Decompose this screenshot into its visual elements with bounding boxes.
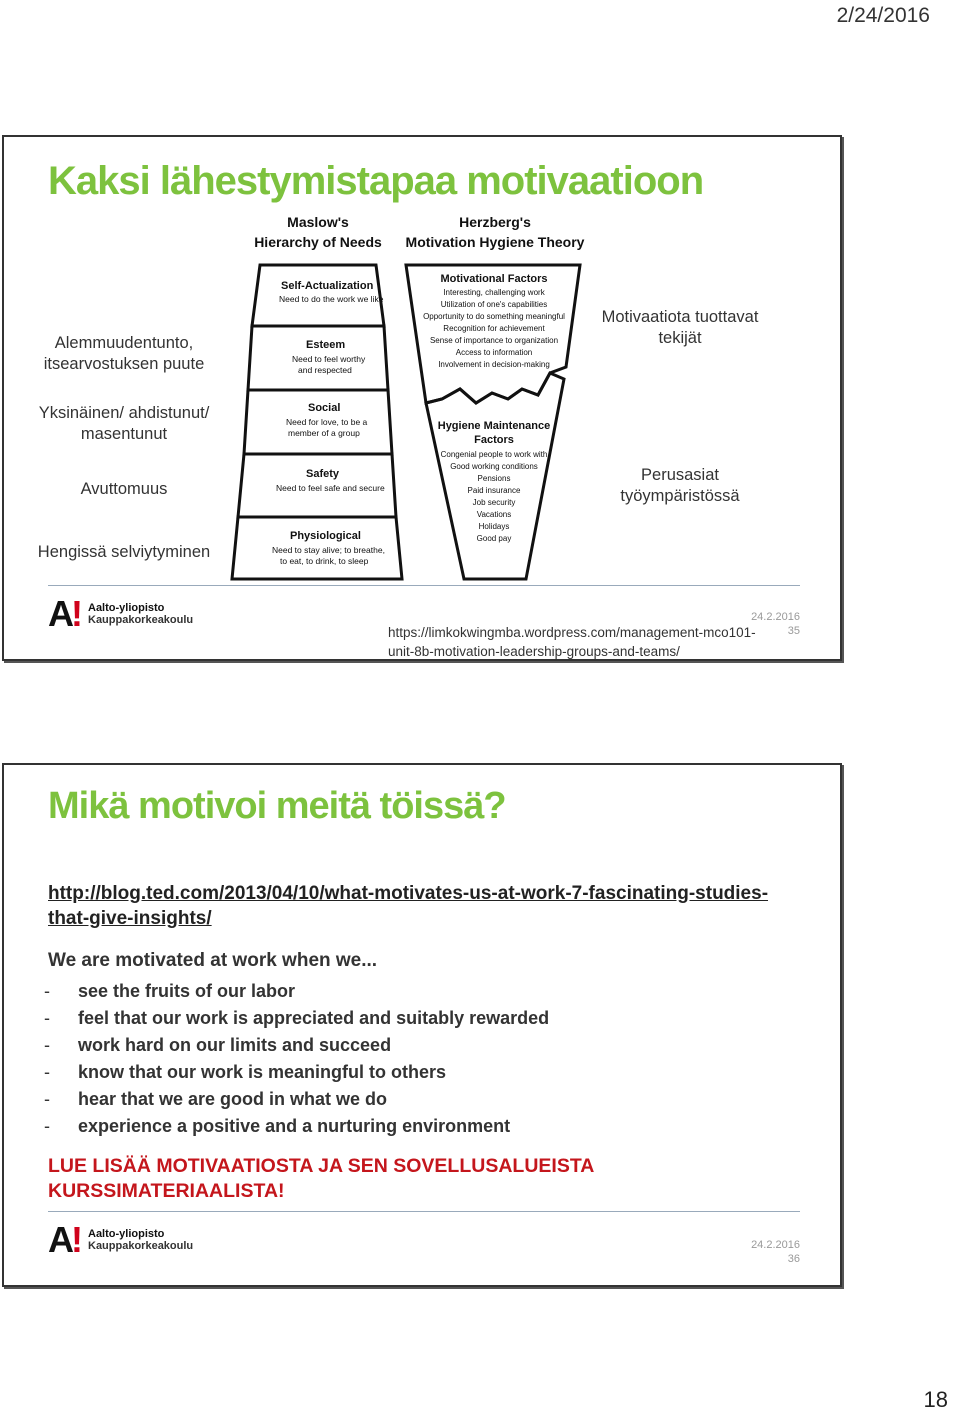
slide-title: Mikä motivoi meitä töissä? [48, 785, 506, 827]
slide-date: 24.2.2016 [751, 1239, 800, 1251]
read-more-callout: LUE LISÄÄ MOTIVAATIOSTA JA SEN SOVELLUSALUEISTA KURSSIMATERIAALISTA! [48, 1155, 594, 1202]
maslow-name-0: Self-Actualization [281, 280, 374, 292]
aalto-logo [48, 593, 194, 634]
list-item: - see the fruits of our labor [44, 981, 296, 1001]
motivation-list [44, 978, 549, 1140]
right-label-hygiene: Perusasiat työympäristössä [620, 466, 740, 505]
motivational-factors-title: Motivational Factors [440, 273, 548, 285]
footer-rule [48, 1211, 800, 1212]
maslow-desc-3-0: Need to feel safe and secure [276, 483, 385, 493]
left-label-physiological: Hengissä selviytyminen [37, 543, 211, 561]
aalto-logo-mark: A! [48, 1219, 80, 1260]
maslow-desc-2-0: Need for love, to be a [286, 417, 368, 427]
maslow-herzberg-diagram [226, 207, 586, 583]
slide-date: 24.2.2016 [751, 611, 800, 623]
motivational-item-4: Sense of importance to organization [429, 336, 559, 345]
left-label-social: Yksinäinen/ ahdistunut/ masentunut [38, 404, 210, 443]
list-item: - feel that our work is appreciated and suitably rewarded [44, 1008, 550, 1028]
motivational-item-2: Opportunity to do something meaningful [423, 312, 565, 321]
right-label-motivators: Motivaatiota tuottavat tekijät [601, 308, 759, 347]
maslow-heading-line2: Hierarchy of Needs [254, 234, 382, 250]
list-item: - experience a positive and a nurturing environment [44, 1116, 511, 1136]
maslow-desc-2-1: member of a group [288, 428, 360, 438]
maslow-desc-4-0: Need to stay alive; to breathe, [272, 545, 385, 555]
slide-35 [2, 135, 842, 661]
hygiene-item-1: Good working conditions [450, 462, 538, 471]
ted-blog-link[interactable]: http://blog.ted.com/2013/04/10/what-motivates-us-at-work-7-fascinating-studies-that-give-insights/ [48, 883, 769, 929]
left-label-esteem: Alemmuudentunto, itsearvostuksen puute [43, 334, 205, 373]
motivational-item-6: Involvement in decision-making [438, 360, 550, 369]
slide-number: 35 [787, 625, 800, 637]
maslow-name-2: Social [308, 402, 341, 414]
motivational-item-5: Access to information [455, 348, 533, 357]
hygiene-item-0: Congenial people to work with [440, 450, 548, 459]
herzberg-motivators-block [406, 265, 580, 403]
maslow-heading-line1: Maslow's [287, 214, 349, 230]
maslow-desc-0-0: Need to do the work we like [279, 294, 384, 304]
motivational-item-3: Recognition for achievement [443, 324, 545, 333]
herzberg-heading-line1: Herzberg's [459, 214, 531, 230]
maslow-name-3: Safety [306, 468, 340, 480]
maslow-name-1: Esteem [306, 339, 346, 351]
slide-title: Kaksi lähestymistapaa motivaatioon [48, 159, 704, 203]
hygiene-item-2: Pensions [477, 474, 511, 483]
source-url[interactable]: https://limkokwingmba.wordpress.com/management-mco101-unit-8b-motivation-leadership-groups-and-teams/ [388, 625, 756, 659]
hygiene-item-5: Vacations [476, 510, 512, 519]
footer-rule [48, 585, 800, 586]
hygiene-item-3: Paid insurance [467, 486, 521, 495]
logo-line1: Aalto-yliopisto [88, 1228, 165, 1240]
hygiene-title-line1: Hygiene Maintenance [437, 420, 551, 432]
left-label-safety: Avuttomuus [80, 480, 168, 498]
aalto-logo [48, 1219, 194, 1260]
list-item: - know that our work is meaningful to others [44, 1062, 447, 1082]
hygiene-item-4: Job security [472, 498, 516, 507]
page-number: 18 [923, 1387, 948, 1412]
maslow-name-4: Physiological [290, 530, 361, 542]
slide-36 [2, 763, 842, 1287]
aalto-logo-mark: A! [48, 593, 80, 634]
list-item: - work hard on our limits and succeed [44, 1035, 392, 1055]
lead-text: We are motivated at work when we... [48, 950, 378, 971]
maslow-desc-1-1: and respected [298, 365, 352, 375]
page-date: 2/24/2016 [836, 4, 930, 27]
logo-line2: Kauppakorkeakoulu [88, 1240, 194, 1252]
hygiene-title-line2: Factors [474, 434, 514, 446]
logo-line1: Aalto-yliopisto [88, 602, 165, 614]
maslow-desc-1-0: Need to feel worthy [292, 354, 366, 364]
hygiene-item-7: Good pay [476, 534, 512, 543]
motivational-item-0: Interesting, challenging work [443, 288, 545, 297]
list-item: - hear that we are good in what we do [44, 1089, 388, 1109]
slide-number: 36 [787, 1253, 800, 1265]
maslow-desc-4-1: to eat, to drink, to sleep [280, 556, 369, 566]
herzberg-heading-line2: Motivation Hygiene Theory [405, 234, 585, 250]
motivational-item-1: Utilization of one's capabilities [440, 300, 548, 309]
logo-line2: Kauppakorkeakoulu [88, 614, 194, 626]
hygiene-item-6: Holidays [478, 522, 510, 531]
